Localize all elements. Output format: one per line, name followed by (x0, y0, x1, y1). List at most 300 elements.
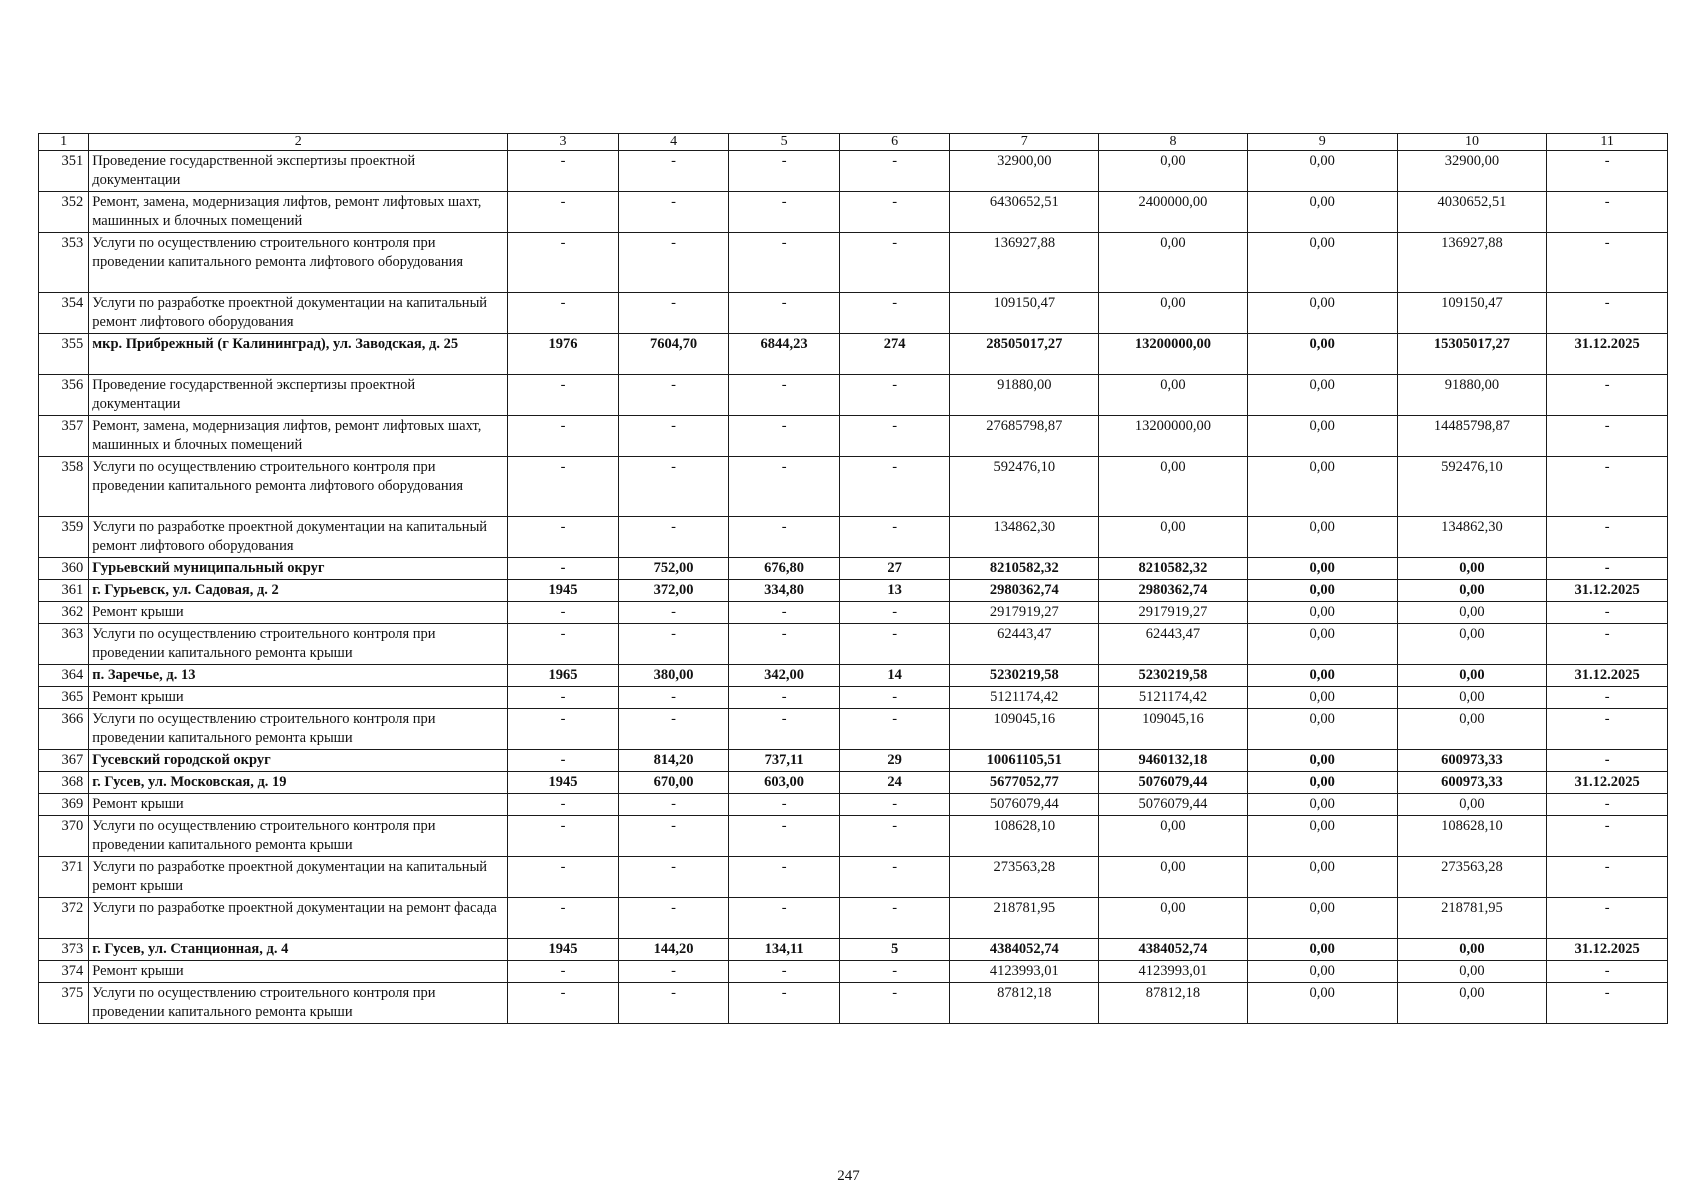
row-name-cell: Услуги по осуществлению строительного контроля при проведении капитального ремонта крыши (89, 816, 508, 857)
value-cell-col-8: 0,00 (1099, 233, 1248, 293)
value-cell-col-11: - (1547, 983, 1668, 1024)
row-number-cell: 360 (39, 558, 89, 580)
value-cell-col-4: - (618, 375, 729, 416)
value-cell-col-8: 87812,18 (1099, 983, 1248, 1024)
row-name-cell: Услуги по осуществлению строительного контроля при проведении капитального ремонта лифтового оборудования (89, 457, 508, 517)
value-cell-col-6: - (839, 602, 950, 624)
value-cell-col-11: - (1547, 517, 1668, 558)
value-cell-col-8: 0,00 (1099, 293, 1248, 334)
value-cell-col-10: 91880,00 (1397, 375, 1547, 416)
value-cell-col-9: 0,00 (1247, 375, 1397, 416)
value-cell-col-3: 1945 (508, 772, 619, 794)
value-cell-col-3: - (508, 687, 619, 709)
value-cell-col-7: 2980362,74 (950, 580, 1099, 602)
table-row (39, 939, 1668, 961)
value-cell-col-7: 5677052,77 (950, 772, 1099, 794)
row-name-cell: Услуги по разработке проектной документации на капитальный ремонт лифтового оборудования (89, 517, 508, 558)
value-cell-col-5: - (729, 375, 840, 416)
value-cell-col-6: - (839, 961, 950, 983)
table-row (39, 772, 1668, 794)
row-name-cell: Ремонт крыши (89, 687, 508, 709)
value-cell-col-6: - (839, 624, 950, 665)
value-cell-col-6: 13 (839, 580, 950, 602)
value-cell-col-6: - (839, 375, 950, 416)
row-name-cell: Ремонт крыши (89, 961, 508, 983)
value-cell-col-7: 592476,10 (950, 457, 1099, 517)
row-number-cell: 368 (39, 772, 89, 794)
table-body (39, 134, 1668, 1024)
row-number-cell: 366 (39, 709, 89, 750)
value-cell-col-10: 0,00 (1397, 558, 1547, 580)
row-name-cell: Услуги по осуществлению строительного контроля при проведении капитального ремонта крыши (89, 709, 508, 750)
value-cell-col-10: 136927,88 (1397, 233, 1547, 293)
value-cell-col-7: 32900,00 (950, 151, 1099, 192)
row-number-cell: 375 (39, 983, 89, 1024)
value-cell-col-10: 15305017,27 (1397, 334, 1547, 375)
value-cell-col-11: - (1547, 794, 1668, 816)
value-cell-col-4: - (618, 857, 729, 898)
value-cell-col-3: - (508, 602, 619, 624)
value-cell-col-8: 9460132,18 (1099, 750, 1248, 772)
value-cell-col-7: 27685798,87 (950, 416, 1099, 457)
table-row (39, 334, 1668, 375)
value-cell-col-10: 108628,10 (1397, 816, 1547, 857)
table-row (39, 687, 1668, 709)
value-cell-col-9: 0,00 (1247, 665, 1397, 687)
value-cell-col-7: 134862,30 (950, 517, 1099, 558)
value-cell-col-3: - (508, 192, 619, 233)
table-row (39, 558, 1668, 580)
value-cell-col-5: - (729, 517, 840, 558)
value-cell-col-8: 5230219,58 (1099, 665, 1248, 687)
value-cell-col-7: 8210582,32 (950, 558, 1099, 580)
value-cell-col-8: 4384052,74 (1099, 939, 1248, 961)
value-cell-col-3: - (508, 375, 619, 416)
value-cell-col-5: 342,00 (729, 665, 840, 687)
value-cell-col-10: 0,00 (1397, 665, 1547, 687)
value-cell-col-7: 273563,28 (950, 857, 1099, 898)
value-cell-col-7: 4123993,01 (950, 961, 1099, 983)
row-number-cell: 370 (39, 816, 89, 857)
value-cell-col-4: - (618, 416, 729, 457)
value-cell-col-8: 0,00 (1099, 151, 1248, 192)
row-name-cell: Ремонт крыши (89, 602, 508, 624)
column-number-row (39, 134, 1668, 151)
row-name-cell: Ремонт, замена, модернизация лифтов, ремонт лифтовых шахт, машинных и блочных помещений (89, 192, 508, 233)
row-name-cell: мкр. Прибрежный (г Калининград), ул. Заводская, д. 25 (89, 334, 508, 375)
value-cell-col-11: - (1547, 602, 1668, 624)
column-number-cell: 10 (1397, 134, 1547, 151)
value-cell-col-6: - (839, 687, 950, 709)
value-cell-col-5: - (729, 898, 840, 939)
value-cell-col-4: - (618, 192, 729, 233)
value-cell-col-9: 0,00 (1247, 517, 1397, 558)
value-cell-col-10: 600973,33 (1397, 750, 1547, 772)
value-cell-col-8: 5076079,44 (1099, 794, 1248, 816)
column-number-cell: 5 (729, 134, 840, 151)
row-name-cell: Услуги по осуществлению строительного контроля при проведении капитального ремонта крыши (89, 624, 508, 665)
value-cell-col-3: 1945 (508, 939, 619, 961)
value-cell-col-8: 109045,16 (1099, 709, 1248, 750)
row-number-cell: 351 (39, 151, 89, 192)
value-cell-col-8: 13200000,00 (1099, 334, 1248, 375)
value-cell-col-3: - (508, 750, 619, 772)
column-number-cell: 1 (39, 134, 89, 151)
value-cell-col-11: - (1547, 233, 1668, 293)
value-cell-col-9: 0,00 (1247, 602, 1397, 624)
table-row (39, 961, 1668, 983)
value-cell-col-6: 27 (839, 558, 950, 580)
value-cell-col-9: 0,00 (1247, 794, 1397, 816)
value-cell-col-5: 134,11 (729, 939, 840, 961)
value-cell-col-5: - (729, 602, 840, 624)
value-cell-col-8: 5076079,44 (1099, 772, 1248, 794)
value-cell-col-3: - (508, 558, 619, 580)
value-cell-col-7: 218781,95 (950, 898, 1099, 939)
value-cell-col-4: - (618, 293, 729, 334)
value-cell-col-7: 2917919,27 (950, 602, 1099, 624)
value-cell-col-3: - (508, 416, 619, 457)
row-number-cell: 352 (39, 192, 89, 233)
row-name-cell: п. Заречье, д. 13 (89, 665, 508, 687)
value-cell-col-7: 108628,10 (950, 816, 1099, 857)
value-cell-col-4: - (618, 624, 729, 665)
value-cell-col-3: - (508, 898, 619, 939)
table-row (39, 233, 1668, 293)
table-row (39, 375, 1668, 416)
value-cell-col-9: 0,00 (1247, 416, 1397, 457)
value-cell-col-11: 31.12.2025 (1547, 939, 1668, 961)
table-row (39, 857, 1668, 898)
value-cell-col-3: - (508, 709, 619, 750)
value-cell-col-8: 0,00 (1099, 517, 1248, 558)
value-cell-col-10: 0,00 (1397, 939, 1547, 961)
value-cell-col-5: 676,80 (729, 558, 840, 580)
value-cell-col-3: - (508, 816, 619, 857)
value-cell-col-8: 2980362,74 (1099, 580, 1248, 602)
value-cell-col-11: - (1547, 293, 1668, 334)
table-row (39, 293, 1668, 334)
value-cell-col-8: 0,00 (1099, 457, 1248, 517)
value-cell-col-4: 670,00 (618, 772, 729, 794)
column-number-cell: 6 (839, 134, 950, 151)
row-number-cell: 364 (39, 665, 89, 687)
value-cell-col-9: 0,00 (1247, 558, 1397, 580)
value-cell-col-7: 28505017,27 (950, 334, 1099, 375)
value-cell-col-9: 0,00 (1247, 580, 1397, 602)
value-cell-col-6: - (839, 857, 950, 898)
value-cell-col-5: - (729, 983, 840, 1024)
value-cell-col-4: - (618, 457, 729, 517)
value-cell-col-11: - (1547, 416, 1668, 457)
value-cell-col-11: - (1547, 457, 1668, 517)
row-number-cell: 356 (39, 375, 89, 416)
value-cell-col-3: - (508, 457, 619, 517)
value-cell-col-3: - (508, 961, 619, 983)
value-cell-col-10: 0,00 (1397, 624, 1547, 665)
value-cell-col-5: - (729, 857, 840, 898)
row-number-cell: 362 (39, 602, 89, 624)
value-cell-col-6: - (839, 709, 950, 750)
value-cell-col-7: 87812,18 (950, 983, 1099, 1024)
value-cell-col-4: 144,20 (618, 939, 729, 961)
value-cell-col-4: - (618, 983, 729, 1024)
value-cell-col-8: 0,00 (1099, 898, 1248, 939)
value-cell-col-8: 0,00 (1099, 857, 1248, 898)
value-cell-col-9: 0,00 (1247, 457, 1397, 517)
row-number-cell: 367 (39, 750, 89, 772)
table-row (39, 580, 1668, 602)
value-cell-col-11: - (1547, 709, 1668, 750)
row-name-cell: Проведение государственной экспертизы проектной документации (89, 375, 508, 416)
value-cell-col-11: 31.12.2025 (1547, 334, 1668, 375)
value-cell-col-3: - (508, 794, 619, 816)
column-number-cell: 11 (1547, 134, 1668, 151)
value-cell-col-6: 5 (839, 939, 950, 961)
value-cell-col-5: - (729, 293, 840, 334)
column-number-cell: 2 (89, 134, 508, 151)
value-cell-col-5: - (729, 192, 840, 233)
value-cell-col-11: 31.12.2025 (1547, 772, 1668, 794)
value-cell-col-11: - (1547, 375, 1668, 416)
row-name-cell: Ремонт крыши (89, 794, 508, 816)
column-number-cell: 9 (1247, 134, 1397, 151)
row-name-cell: Услуги по осуществлению строительного контроля при проведении капитального ремонта крыши (89, 983, 508, 1024)
value-cell-col-6: - (839, 293, 950, 334)
value-cell-col-9: 0,00 (1247, 750, 1397, 772)
value-cell-col-11: - (1547, 687, 1668, 709)
row-number-cell: 359 (39, 517, 89, 558)
value-cell-col-4: - (618, 517, 729, 558)
value-cell-col-7: 6430652,51 (950, 192, 1099, 233)
row-name-cell: г. Гусев, ул. Московская, д. 19 (89, 772, 508, 794)
table-row (39, 898, 1668, 939)
value-cell-col-11: - (1547, 816, 1668, 857)
value-cell-col-3: - (508, 857, 619, 898)
value-cell-col-9: 0,00 (1247, 857, 1397, 898)
value-cell-col-5: - (729, 961, 840, 983)
value-cell-col-6: 24 (839, 772, 950, 794)
value-cell-col-3: - (508, 983, 619, 1024)
row-number-cell: 373 (39, 939, 89, 961)
value-cell-col-11: - (1547, 192, 1668, 233)
value-cell-col-8: 2400000,00 (1099, 192, 1248, 233)
value-cell-col-5: - (729, 624, 840, 665)
value-cell-col-4: 752,00 (618, 558, 729, 580)
value-cell-col-3: - (508, 624, 619, 665)
value-cell-col-10: 109150,47 (1397, 293, 1547, 334)
value-cell-col-11: 31.12.2025 (1547, 580, 1668, 602)
row-number-cell: 365 (39, 687, 89, 709)
value-cell-col-9: 0,00 (1247, 334, 1397, 375)
value-cell-col-3: 1945 (508, 580, 619, 602)
table-row (39, 816, 1668, 857)
value-cell-col-7: 109045,16 (950, 709, 1099, 750)
value-cell-col-8: 8210582,32 (1099, 558, 1248, 580)
value-cell-col-4: - (618, 898, 729, 939)
value-cell-col-5: - (729, 709, 840, 750)
value-cell-col-9: 0,00 (1247, 898, 1397, 939)
row-name-cell: г. Гурьевск, ул. Садовая, д. 2 (89, 580, 508, 602)
value-cell-col-9: 0,00 (1247, 816, 1397, 857)
value-cell-col-11: 31.12.2025 (1547, 665, 1668, 687)
value-cell-col-6: 29 (839, 750, 950, 772)
row-number-cell: 369 (39, 794, 89, 816)
value-cell-col-9: 0,00 (1247, 709, 1397, 750)
value-cell-col-10: 14485798,87 (1397, 416, 1547, 457)
row-name-cell: Проведение государственной экспертизы проектной документации (89, 151, 508, 192)
value-cell-col-8: 4123993,01 (1099, 961, 1248, 983)
value-cell-col-10: 600973,33 (1397, 772, 1547, 794)
value-cell-col-5: - (729, 457, 840, 517)
value-cell-col-3: - (508, 293, 619, 334)
value-cell-col-7: 91880,00 (950, 375, 1099, 416)
row-name-cell: Услуги по разработке проектной документации на ремонт фасада (89, 898, 508, 939)
row-number-cell: 358 (39, 457, 89, 517)
row-name-cell: Гусевский городской округ (89, 750, 508, 772)
row-number-cell: 371 (39, 857, 89, 898)
value-cell-col-8: 0,00 (1099, 375, 1248, 416)
value-cell-col-10: 0,00 (1397, 961, 1547, 983)
value-cell-col-6: - (839, 517, 950, 558)
row-number-cell: 353 (39, 233, 89, 293)
value-cell-col-4: - (618, 709, 729, 750)
value-cell-col-4: - (618, 151, 729, 192)
value-cell-col-8: 5121174,42 (1099, 687, 1248, 709)
value-cell-col-11: - (1547, 857, 1668, 898)
value-cell-col-9: 0,00 (1247, 233, 1397, 293)
value-cell-col-9: 0,00 (1247, 961, 1397, 983)
row-name-cell: Гурьевский муниципальный округ (89, 558, 508, 580)
value-cell-col-5: 6844,23 (729, 334, 840, 375)
table-row (39, 665, 1668, 687)
value-cell-col-6: 274 (839, 334, 950, 375)
value-cell-col-5: - (729, 687, 840, 709)
value-cell-col-8: 2917919,27 (1099, 602, 1248, 624)
table-row (39, 602, 1668, 624)
row-number-cell: 357 (39, 416, 89, 457)
value-cell-col-10: 0,00 (1397, 983, 1547, 1024)
table-row (39, 151, 1668, 192)
value-cell-col-10: 218781,95 (1397, 898, 1547, 939)
value-cell-col-11: - (1547, 750, 1668, 772)
value-cell-col-9: 0,00 (1247, 192, 1397, 233)
table-row (39, 457, 1668, 517)
data-table (38, 133, 1668, 1024)
value-cell-col-11: - (1547, 558, 1668, 580)
value-cell-col-4: - (618, 602, 729, 624)
value-cell-col-5: - (729, 794, 840, 816)
value-cell-col-6: - (839, 816, 950, 857)
value-cell-col-4: - (618, 687, 729, 709)
table-row (39, 794, 1668, 816)
value-cell-col-10: 0,00 (1397, 687, 1547, 709)
row-number-cell: 372 (39, 898, 89, 939)
value-cell-col-7: 62443,47 (950, 624, 1099, 665)
value-cell-col-7: 10061105,51 (950, 750, 1099, 772)
value-cell-col-9: 0,00 (1247, 983, 1397, 1024)
value-cell-col-7: 5121174,42 (950, 687, 1099, 709)
value-cell-col-9: 0,00 (1247, 772, 1397, 794)
value-cell-col-3: 1965 (508, 665, 619, 687)
value-cell-col-4: 380,00 (618, 665, 729, 687)
value-cell-col-5: 737,11 (729, 750, 840, 772)
table-row (39, 983, 1668, 1024)
value-cell-col-9: 0,00 (1247, 151, 1397, 192)
value-cell-col-10: 32900,00 (1397, 151, 1547, 192)
value-cell-col-11: - (1547, 151, 1668, 192)
value-cell-col-9: 0,00 (1247, 687, 1397, 709)
value-cell-col-5: - (729, 816, 840, 857)
value-cell-col-5: - (729, 233, 840, 293)
value-cell-col-5: 334,80 (729, 580, 840, 602)
row-number-cell: 354 (39, 293, 89, 334)
value-cell-col-8: 0,00 (1099, 816, 1248, 857)
row-number-cell: 363 (39, 624, 89, 665)
value-cell-col-10: 134862,30 (1397, 517, 1547, 558)
table-row (39, 416, 1668, 457)
value-cell-col-4: - (618, 794, 729, 816)
table-row (39, 709, 1668, 750)
value-cell-col-4: - (618, 961, 729, 983)
value-cell-col-11: - (1547, 961, 1668, 983)
value-cell-col-6: - (839, 457, 950, 517)
value-cell-col-9: 0,00 (1247, 293, 1397, 334)
value-cell-col-3: - (508, 151, 619, 192)
row-name-cell: Услуги по осуществлению строительного контроля при проведении капитального ремонта лифтового оборудования (89, 233, 508, 293)
page-number: 247 (837, 1168, 860, 1184)
value-cell-col-6: - (839, 192, 950, 233)
value-cell-col-9: 0,00 (1247, 624, 1397, 665)
row-name-cell: г. Гусев, ул. Станционная, д. 4 (89, 939, 508, 961)
value-cell-col-10: 592476,10 (1397, 457, 1547, 517)
value-cell-col-7: 109150,47 (950, 293, 1099, 334)
value-cell-col-7: 4384052,74 (950, 939, 1099, 961)
value-cell-col-10: 273563,28 (1397, 857, 1547, 898)
value-cell-col-10: 0,00 (1397, 602, 1547, 624)
table-row (39, 192, 1668, 233)
row-number-cell: 355 (39, 334, 89, 375)
value-cell-col-8: 13200000,00 (1099, 416, 1248, 457)
value-cell-col-10: 0,00 (1397, 580, 1547, 602)
value-cell-col-6: - (839, 233, 950, 293)
column-number-cell: 3 (508, 134, 619, 151)
value-cell-col-11: - (1547, 624, 1668, 665)
column-number-cell: 4 (618, 134, 729, 151)
column-number-cell: 7 (950, 134, 1099, 151)
value-cell-col-6: - (839, 151, 950, 192)
table-row (39, 517, 1668, 558)
value-cell-col-4: - (618, 233, 729, 293)
value-cell-col-4: 372,00 (618, 580, 729, 602)
value-cell-col-6: - (839, 898, 950, 939)
value-cell-col-6: - (839, 983, 950, 1024)
column-number-cell: 8 (1099, 134, 1248, 151)
row-number-cell: 374 (39, 961, 89, 983)
value-cell-col-10: 4030652,51 (1397, 192, 1547, 233)
value-cell-col-6: - (839, 416, 950, 457)
table-row (39, 750, 1668, 772)
value-cell-col-10: 0,00 (1397, 794, 1547, 816)
value-cell-col-5: - (729, 151, 840, 192)
value-cell-col-7: 136927,88 (950, 233, 1099, 293)
value-cell-col-6: 14 (839, 665, 950, 687)
value-cell-col-11: - (1547, 898, 1668, 939)
value-cell-col-7: 5230219,58 (950, 665, 1099, 687)
value-cell-col-4: - (618, 816, 729, 857)
table-row (39, 624, 1668, 665)
value-cell-col-3: - (508, 517, 619, 558)
